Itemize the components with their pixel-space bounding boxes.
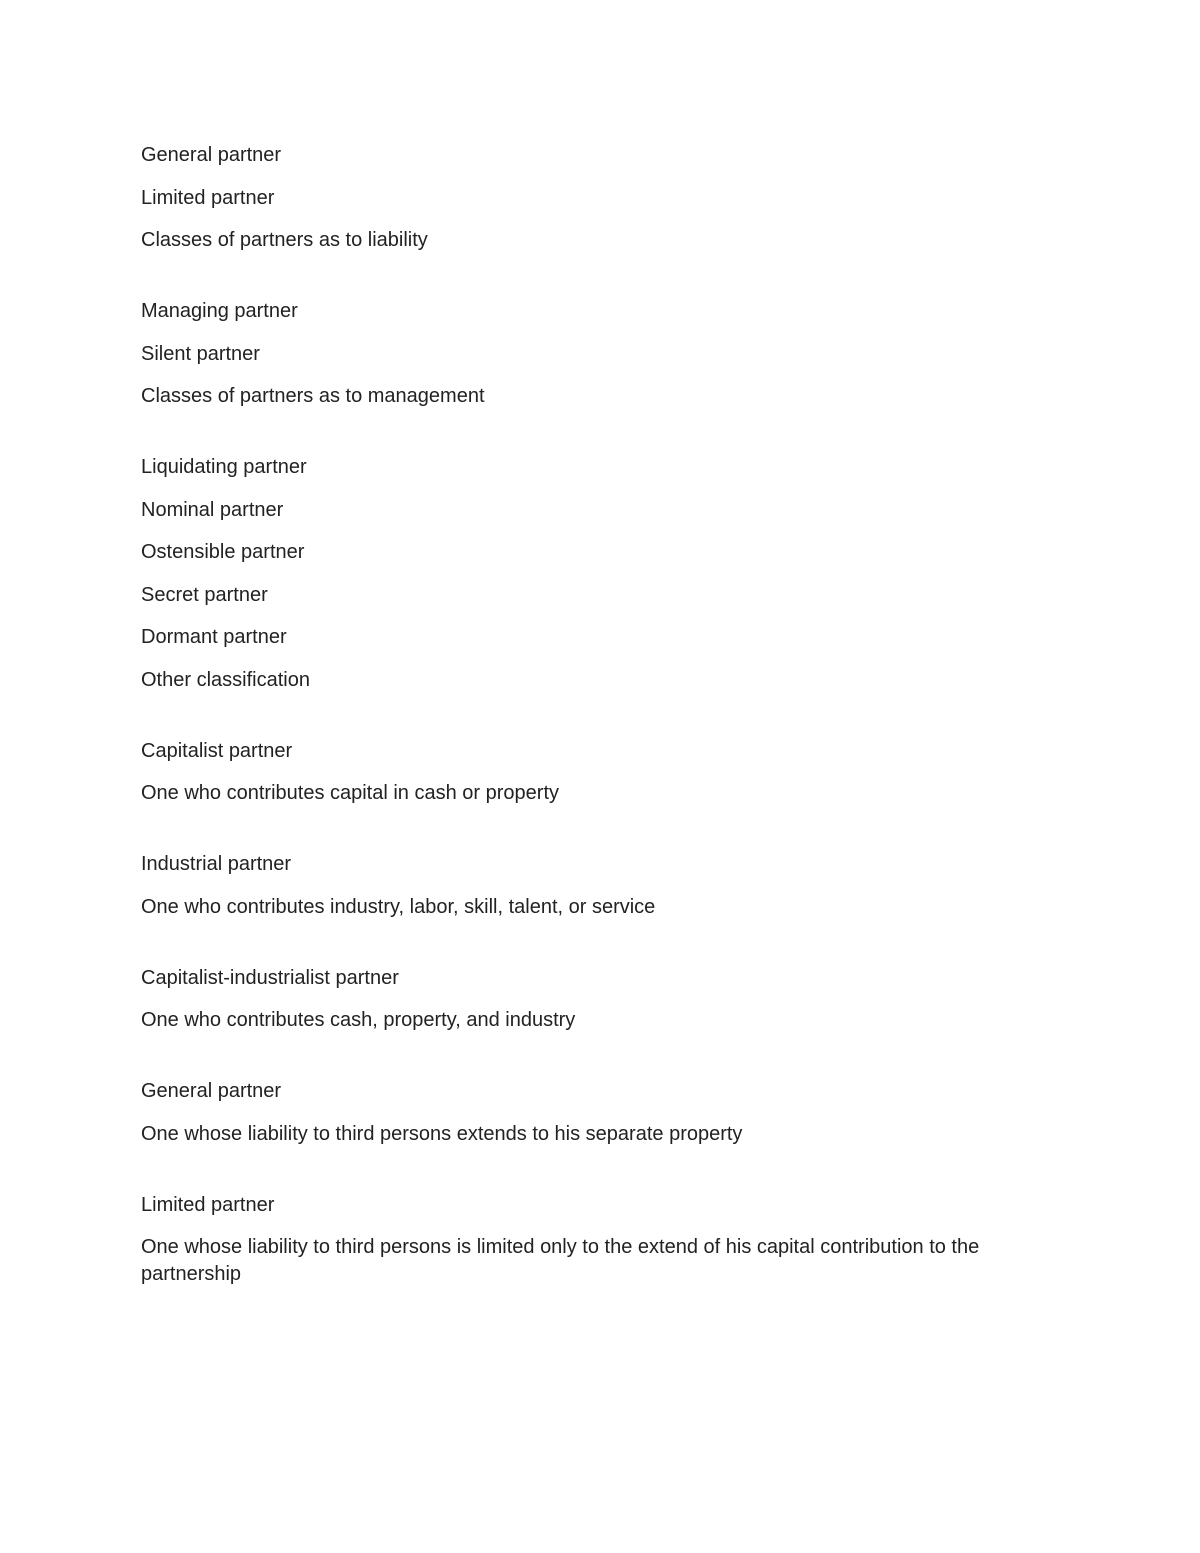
block-limited-partner <box>141 1192 1061 1289</box>
category-line: Classes of partners as to liability <box>141 229 428 251</box>
block-general-partner <box>141 1078 1061 1148</box>
term-line: General partner <box>141 1080 282 1102</box>
term-line: Silent partner <box>141 342 260 365</box>
term-line: Industrial partner <box>141 853 292 875</box>
term-line: Managing partner <box>141 300 298 322</box>
definition-line: One who contributes capital in cash or property <box>141 782 559 804</box>
definition-line: One whose liability to third persons is limited only to the extend of his capital contribution to the partnership <box>141 1236 980 1285</box>
term-line: Dormant partner <box>141 626 287 648</box>
block-industrial-partner <box>141 851 1061 921</box>
definition-line: One who contributes cash, property, and industry <box>141 1009 576 1031</box>
definition-line: One who contributes industry, labor, skill, talent, or service <box>141 895 656 918</box>
term-line: Liquidating partner <box>141 456 307 478</box>
block-other-classification <box>141 454 1061 694</box>
block-management-classes <box>141 298 1061 410</box>
term-line: Capitalist-industrialist partner <box>141 966 399 989</box>
definition-line: One whose liability to third persons extends to his separate property <box>141 1122 743 1145</box>
block-capitalist-partner <box>141 738 1061 808</box>
category-line: Other classification <box>141 668 310 691</box>
term-line: Limited partner <box>141 186 275 209</box>
term-line: Limited partner <box>141 1193 275 1216</box>
block-liability-classes <box>141 142 1061 254</box>
document-body <box>141 142 1061 1332</box>
term-line: Nominal partner <box>141 498 284 521</box>
term-line: Capitalist partner <box>141 739 293 762</box>
term-line: Secret partner <box>141 583 268 606</box>
term-line: General partner <box>141 144 282 166</box>
block-capitalist-industrialist-partner <box>141 965 1061 1035</box>
term-line: Ostensible partner <box>141 541 305 563</box>
category-line: Classes of partners as to management <box>141 385 485 407</box>
